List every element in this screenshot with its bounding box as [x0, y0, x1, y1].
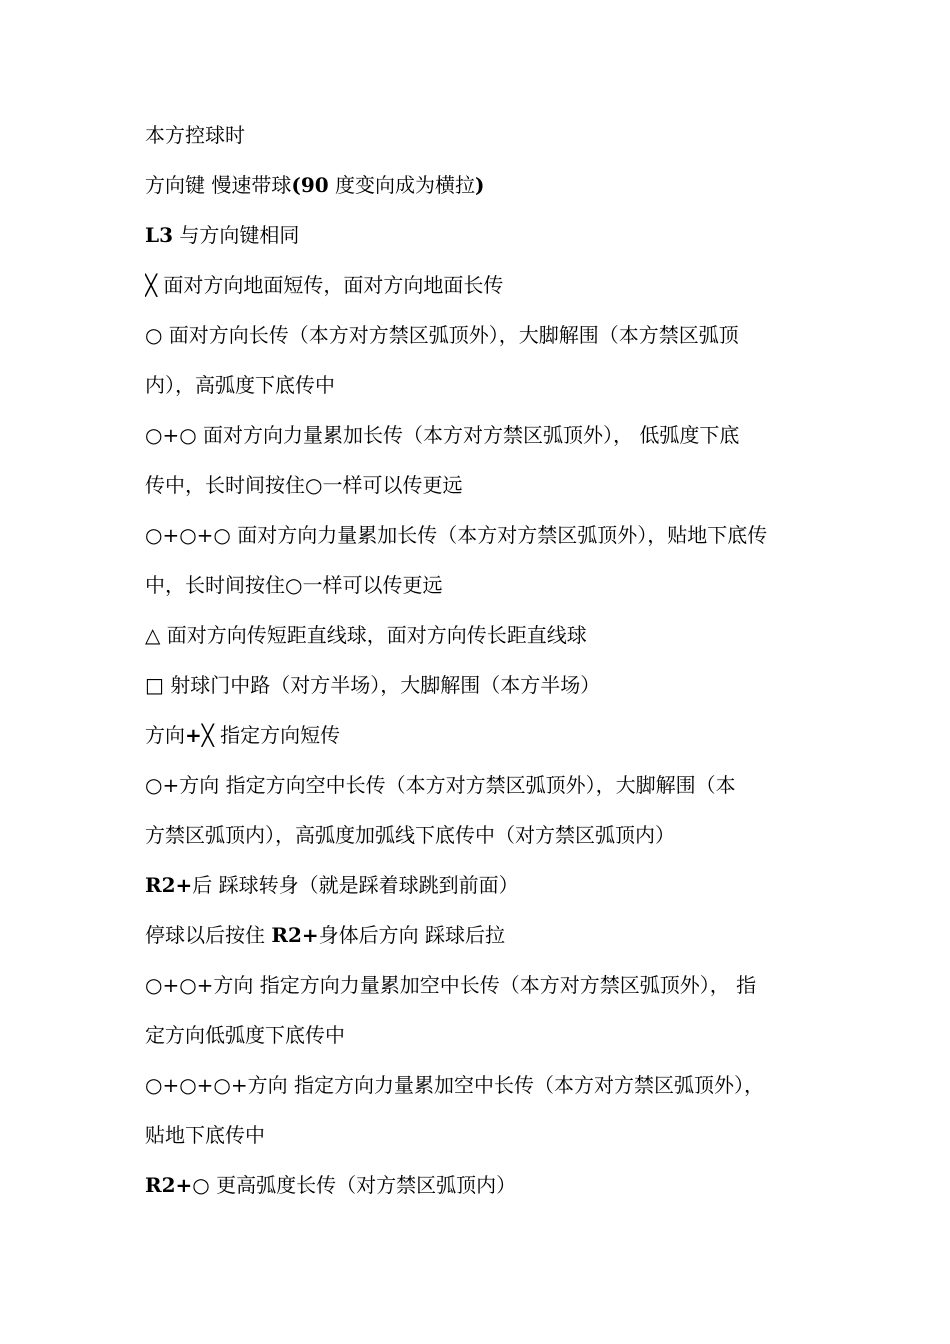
text-line: [145, 910, 810, 960]
text-run: 本方控球时: [145, 123, 245, 147]
text-line: [145, 360, 810, 410]
text-run: (90: [291, 173, 329, 197]
text-run: 定方向低弧度下底传中: [145, 1023, 345, 1047]
text-run: ○+○+方向 指定方向力量累加空中长传（本方对方禁区弧顶外）， 指: [145, 973, 757, 997]
text-run: L3: [145, 223, 173, 247]
text-run: ○+○ 面对方向力量累加长传（本方对方禁区弧顶外）， 低弧度下底: [145, 423, 740, 447]
text-line: [145, 310, 810, 360]
text-run: 方向键 慢速带球: [145, 173, 292, 197]
text-line: [145, 260, 810, 310]
text-run: 传中，长时间按住○一样可以传更远: [145, 473, 463, 497]
text-line: [145, 860, 810, 910]
text-line: [145, 1110, 810, 1160]
text-run: 内），高弧度下底传中: [145, 373, 335, 397]
text-line: [145, 110, 810, 160]
text-run: +: [185, 723, 202, 747]
text-line: [145, 510, 810, 560]
text-line: [145, 760, 810, 810]
text-run: 停球以后按住: [145, 923, 272, 947]
text-run: ╳ 面对方向地面短传，面对方向地面长传: [145, 273, 504, 297]
text-line: [145, 1160, 810, 1210]
text-run: △ 面对方向传短距直线球，面对方向传长距直线球: [145, 623, 587, 647]
text-run: □ 射球门中路（对方半场），大脚解围（本方半场）: [145, 673, 601, 697]
text-run: ○+○+○ 面对方向力量累加长传（本方对方禁区弧顶外），贴地下底传: [145, 523, 768, 547]
document-body: [145, 110, 810, 1210]
text-line: [145, 1010, 810, 1060]
text-line: [145, 960, 810, 1010]
text-run: 度变向成为横拉: [328, 173, 476, 197]
text-run: ○ 面对方向长传（本方对方禁区弧顶外），大脚解围（本方禁区弧顶: [145, 323, 739, 347]
text-run: R2+: [271, 923, 319, 947]
text-run: 与方向键相同: [172, 223, 300, 247]
text-run: 身体后方向 踩球后拉: [318, 923, 506, 947]
text-line: [145, 710, 810, 760]
text-line: [145, 160, 810, 210]
text-line: [145, 610, 810, 660]
text-run: ╳ 指定方向短传: [201, 723, 341, 747]
text-line: [145, 410, 810, 460]
text-line: [145, 810, 810, 860]
text-run: 方禁区弧顶内），高弧度加弧线下底传中（对方禁区弧顶内）: [145, 823, 675, 847]
text-line: [145, 560, 810, 610]
text-run: 中，长时间按住○一样可以传更远: [145, 573, 443, 597]
text-line: [145, 210, 810, 260]
text-run: ○+方向 指定方向空中长传（本方对方禁区弧顶外），大脚解围（本: [145, 773, 736, 797]
text-line: [145, 1060, 810, 1110]
text-run: 贴地下底传中: [145, 1123, 265, 1147]
text-run: R2+: [145, 1173, 193, 1197]
text-run: 后 踩球转身（就是踩着球跳到前面）: [192, 873, 519, 897]
text-run: ○+○+○+方向 指定方向力量累加空中长传（本方对方禁区弧顶外），: [145, 1073, 764, 1097]
text-line: [145, 460, 810, 510]
text-run: ): [475, 173, 485, 197]
text-run: R2+: [145, 873, 193, 897]
text-line: [145, 660, 810, 710]
text-run: 方向: [145, 723, 185, 747]
text-run: ○ 更高弧度长传（对方禁区弧顶内）: [192, 1173, 517, 1197]
